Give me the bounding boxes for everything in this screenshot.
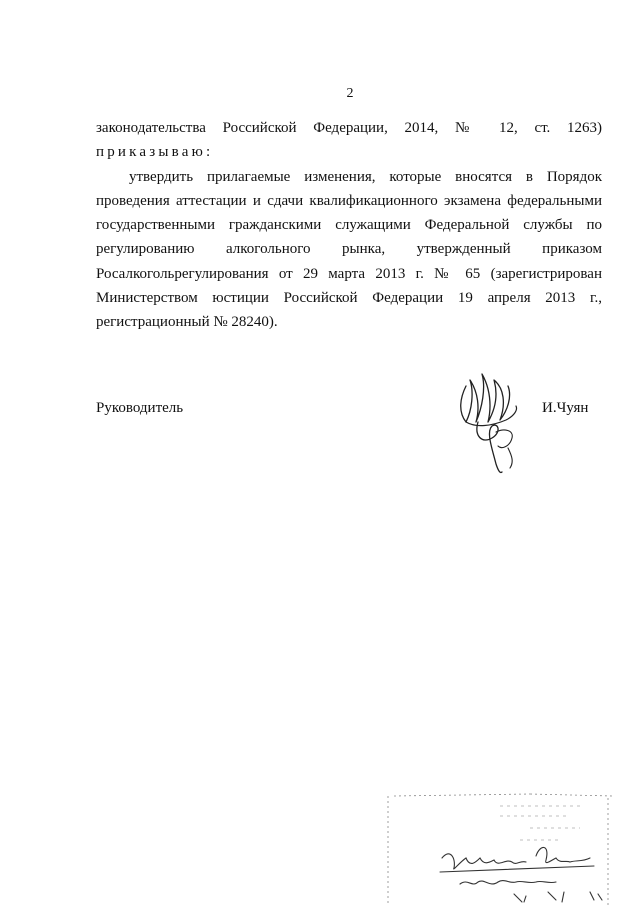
text-line: государственными гражданскими служащими Федеральной службы по (96, 217, 602, 234)
approval-stamp (380, 784, 620, 905)
text-line: утвердить прилагаемые изменения, которые вносятся в Порядок (129, 168, 602, 185)
handwritten-signature (452, 364, 534, 476)
text-line: Росалкогольрегулирования от 29 марта 2013 г. № 65 (зарегистрирован (96, 265, 602, 282)
signer-title: Руководитель (96, 400, 184, 416)
page-number: 2 (346, 86, 354, 101)
text-line: регистрационный № 28240). (96, 314, 278, 331)
text-line: законодательства Российской Федерации, 2014, № 12, ст. 1263) (96, 120, 602, 136)
signer-name: И.Чуян (542, 400, 589, 416)
text-line: Министерством юстиции Российской Федерации 19 апреля 2013 г., (96, 290, 602, 307)
order-word: приказываю: (96, 144, 214, 161)
text-line: регулированию алкогольного рынка, утвержденный приказом (96, 241, 602, 258)
order-text (96, 116, 602, 335)
text-line: проведения аттестации и сдачи квалификационного экзамена федеральными (96, 192, 602, 209)
